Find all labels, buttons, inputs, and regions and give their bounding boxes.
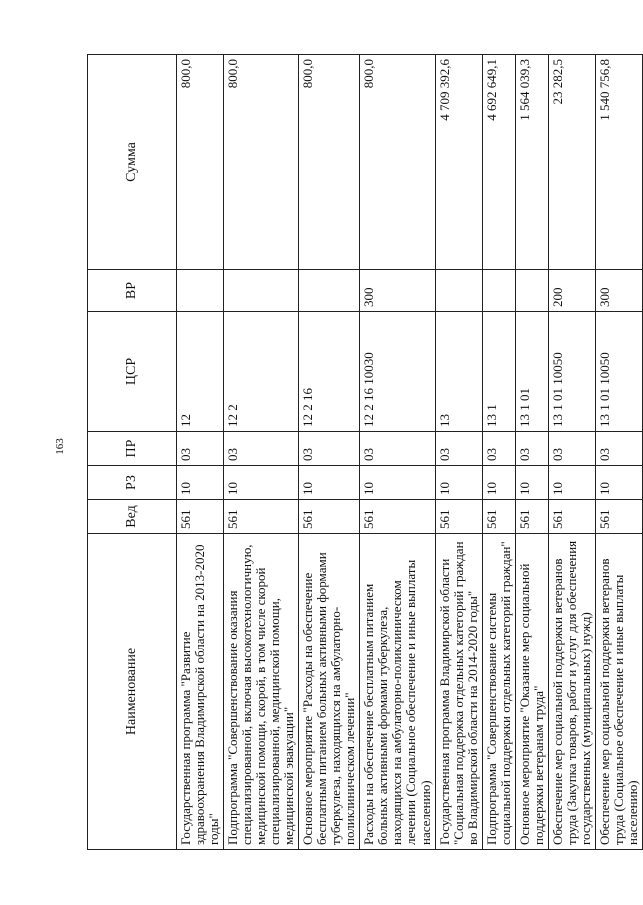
cell-sum: 800,0 bbox=[360, 55, 435, 270]
cell-pr: 03 bbox=[177, 432, 224, 466]
rotated-content bbox=[87, 55, 640, 850]
cell-csr: 12 2 16 10030 bbox=[360, 312, 435, 432]
cell-pr: 03 bbox=[548, 432, 595, 466]
cell-ved: 561 bbox=[548, 500, 595, 534]
table-row bbox=[177, 55, 224, 850]
cell-vr: 200 bbox=[548, 270, 595, 312]
table-row bbox=[299, 55, 360, 850]
cell-rz: 10 bbox=[224, 466, 299, 500]
rotated-page bbox=[87, 55, 640, 850]
cell-sum: 1 540 756,8 bbox=[595, 55, 642, 270]
cell-ved: 561 bbox=[360, 500, 435, 534]
cell-ved: 561 bbox=[482, 500, 515, 534]
header-ved: Вед bbox=[88, 500, 177, 534]
header-pr: ПР bbox=[88, 432, 177, 466]
table-row bbox=[482, 55, 515, 850]
cell-csr: 13 1 01 10050 bbox=[595, 312, 642, 432]
budget-table bbox=[87, 54, 643, 850]
cell-name: Подпрограмма "Совершенствование оказания специализированной, включая высокотехнологичную, медицинской помощи, скорой, в том числе скорой специализированной, медицинской помощи, медицинской эвакуации" bbox=[224, 534, 299, 850]
cell-name: Государственная программа "Развитие здравоохранения Владимирской области на 2013-2020 годы" bbox=[177, 534, 224, 850]
cell-rz: 10 bbox=[177, 466, 224, 500]
header-csr: ЦСР bbox=[88, 312, 177, 432]
table-row bbox=[224, 55, 299, 850]
cell-pr: 03 bbox=[299, 432, 360, 466]
cell-pr: 03 bbox=[515, 432, 548, 466]
cell-pr: 03 bbox=[595, 432, 642, 466]
table-row bbox=[360, 55, 435, 850]
cell-vr: 300 bbox=[360, 270, 435, 312]
cell-csr: 12 bbox=[177, 312, 224, 432]
cell-rz: 10 bbox=[515, 466, 548, 500]
cell-vr bbox=[435, 270, 482, 312]
cell-sum: 4 692 649,1 bbox=[482, 55, 515, 270]
cell-rz: 10 bbox=[299, 466, 360, 500]
cell-name: Основное мероприятие "Оказание мер социальной поддержки ветеранам труда" bbox=[515, 534, 548, 850]
cell-ved: 561 bbox=[595, 500, 642, 534]
cell-sum: 23 282,5 bbox=[548, 55, 595, 270]
cell-ved: 561 bbox=[515, 500, 548, 534]
table-row bbox=[515, 55, 548, 850]
table-body bbox=[177, 55, 643, 850]
cell-name: Основное мероприятие "Расходы на обеспечение бесплатным питанием больных активными формами туберкулеза, находящихся на амбулаторно-поликлиническом лечении" bbox=[299, 534, 360, 850]
cell-pr: 03 bbox=[435, 432, 482, 466]
cell-vr bbox=[482, 270, 515, 312]
cell-ved: 561 bbox=[435, 500, 482, 534]
cell-ved: 561 bbox=[224, 500, 299, 534]
cell-rz: 10 bbox=[482, 466, 515, 500]
cell-pr: 03 bbox=[360, 432, 435, 466]
cell-sum: 1 564 039,3 bbox=[515, 55, 548, 270]
table-row bbox=[595, 55, 642, 850]
cell-csr: 13 1 bbox=[482, 312, 515, 432]
cell-vr: 300 bbox=[595, 270, 642, 312]
cell-csr: 12 2 16 bbox=[299, 312, 360, 432]
cell-csr: 13 bbox=[435, 312, 482, 432]
header-row bbox=[88, 55, 177, 850]
cell-rz: 10 bbox=[595, 466, 642, 500]
cell-sum: 800,0 bbox=[177, 55, 224, 270]
cell-pr: 03 bbox=[224, 432, 299, 466]
cell-ved: 561 bbox=[299, 500, 360, 534]
cell-ved: 561 bbox=[177, 500, 224, 534]
header-name: Наименование bbox=[88, 534, 177, 850]
cell-sum: 800,0 bbox=[299, 55, 360, 270]
header-rz: РЗ bbox=[88, 466, 177, 500]
cell-vr bbox=[299, 270, 360, 312]
cell-vr bbox=[224, 270, 299, 312]
cell-sum: 800,0 bbox=[224, 55, 299, 270]
cell-csr: 13 1 01 10050 bbox=[548, 312, 595, 432]
cell-rz: 10 bbox=[435, 466, 482, 500]
table-header bbox=[88, 55, 177, 850]
table-row bbox=[435, 55, 482, 850]
table-row bbox=[548, 55, 595, 850]
cell-name: Обеспечение мер социальной поддержки ветеранов труда (Социальное обеспечение и иные выплаты населению) bbox=[595, 534, 642, 850]
cell-sum: 4 709 392,6 bbox=[435, 55, 482, 270]
cell-pr: 03 bbox=[482, 432, 515, 466]
cell-rz: 10 bbox=[548, 466, 595, 500]
cell-vr bbox=[515, 270, 548, 312]
header-sum: Сумма bbox=[88, 55, 177, 270]
cell-name: Обеспечение мер социальной поддержки ветеранов труда (Закупка товаров, работ и услуг для обеспечения государственных (муниципальных) нужд) bbox=[548, 534, 595, 850]
cell-csr: 13 1 01 bbox=[515, 312, 548, 432]
cell-rz: 10 bbox=[360, 466, 435, 500]
cell-name: Расходы на обеспечение бесплатным питанием больных активными формами туберкулеза, находящихся на амбулаторно-поликлиническом лечении (Социальное обеспечение и иные выплаты населению) bbox=[360, 534, 435, 850]
cell-csr: 12 2 bbox=[224, 312, 299, 432]
cell-vr bbox=[177, 270, 224, 312]
page-number: 163 bbox=[53, 438, 66, 455]
cell-name: Государственная программа Владимирской области "Социальная поддержка отдельных категорий граждан во Владимирской области на 2014-2020 годы" bbox=[435, 534, 482, 850]
cell-name: Подпрограмма "Совершенствование системы социальной поддержки отдельных категорий граждан" bbox=[482, 534, 515, 850]
header-vr: ВР bbox=[88, 270, 177, 312]
